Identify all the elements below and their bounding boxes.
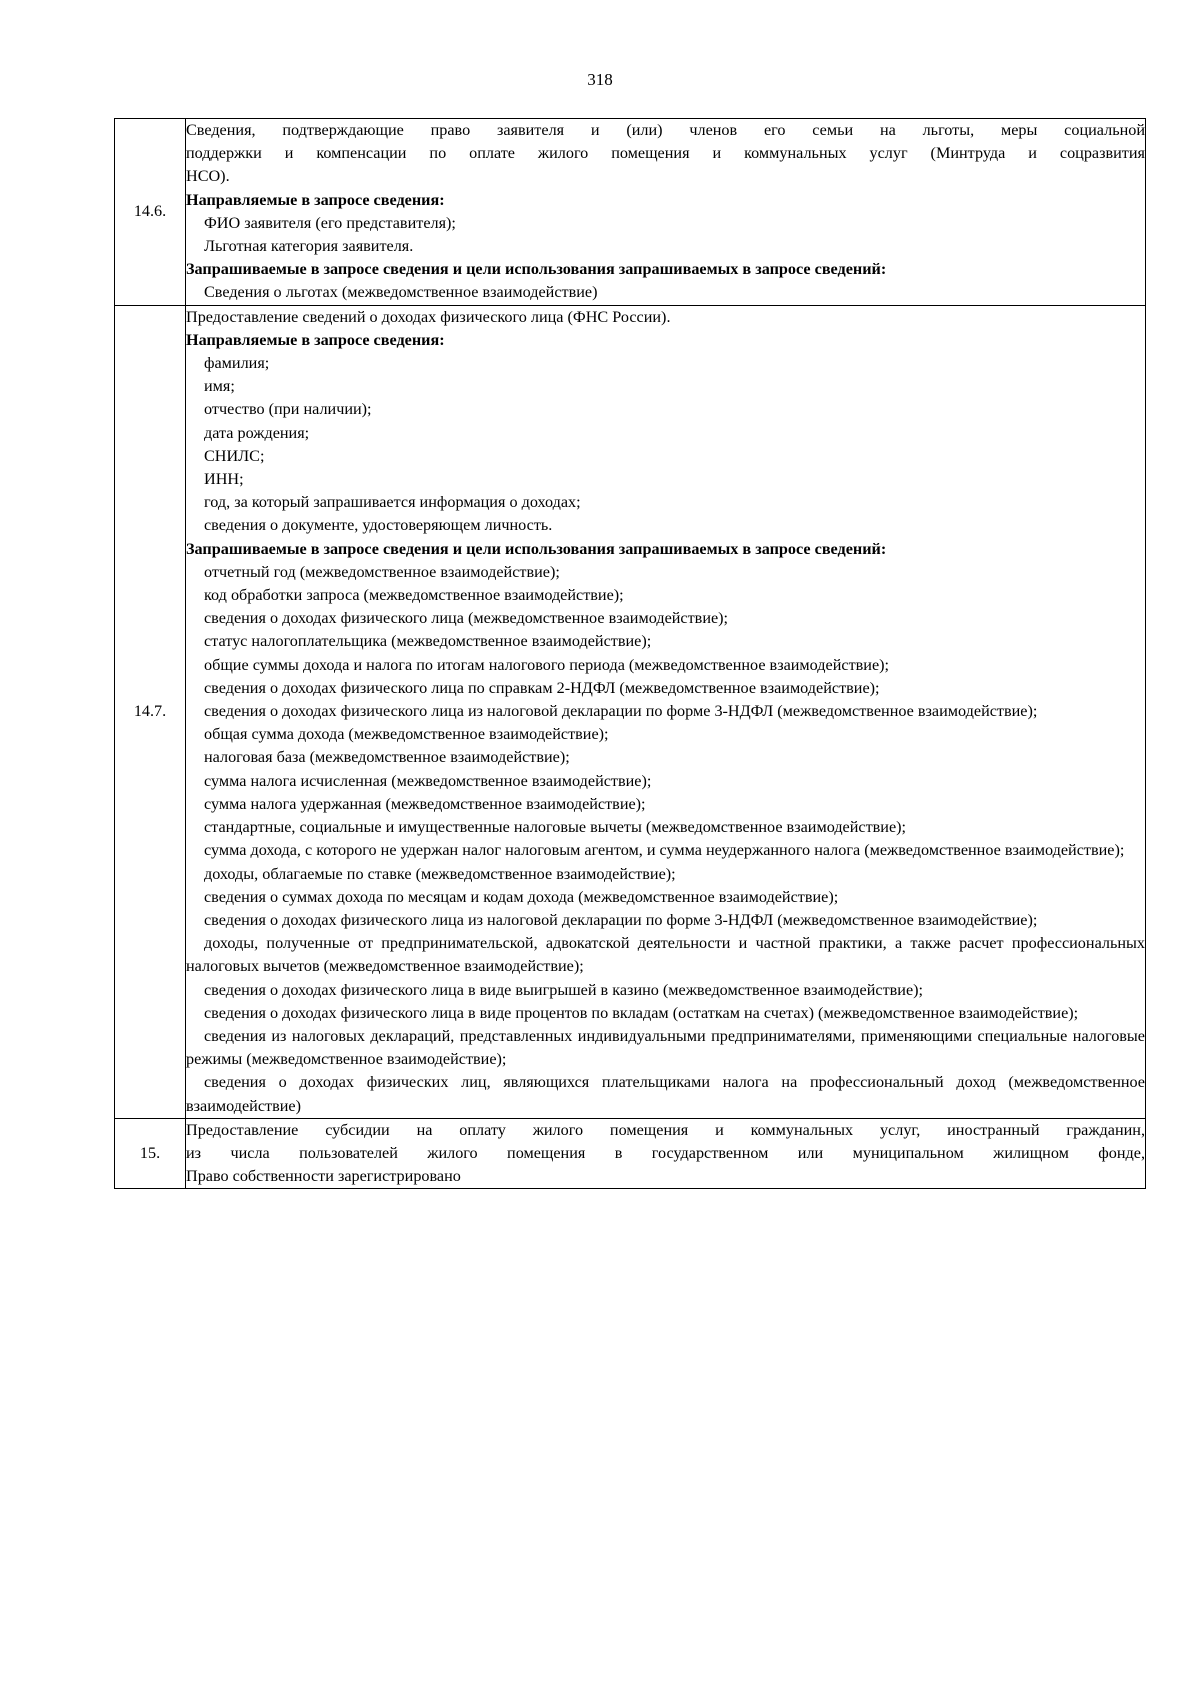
text-line: отчество (при наличии); (204, 400, 372, 419)
text-line: сумма налога исчисленная (межведомственное взаимодействие); (204, 771, 652, 790)
row-content (186, 305, 1146, 1118)
text-line: Предоставление субсидии на оплату жилого помещения и коммунальных услуг, иностранный гражданин, (186, 1120, 1145, 1139)
text-line: общая сумма дохода (межведомственное взаимодействие); (204, 725, 609, 744)
section-heading: Запрашиваемые в запросе сведения и цели использования запрашиваемых в запросе сведений: (186, 260, 887, 279)
text-line: сведения о документе, удостоверяющем личность. (204, 516, 553, 535)
section-heading: Направляемые в запросе сведения: (186, 330, 445, 349)
text-line: имя; (204, 377, 235, 396)
row-content (186, 119, 1146, 306)
text-line: стандартные, социальные и имущественные налоговые вычеты (межведомственное взаимодействие); (204, 818, 907, 837)
text-line: ИНН; (204, 470, 244, 489)
text-line: ФИО заявителя (его представителя); (204, 213, 456, 232)
text-line: Сведения о льготах (межведомственное взаимодействие) (204, 283, 598, 302)
text-line: Льготная категория заявителя. (204, 237, 414, 256)
page-number: 318 (587, 70, 613, 89)
row-number: 15. (115, 1118, 186, 1189)
table-row (115, 1118, 1146, 1189)
table-row (115, 305, 1146, 1118)
text-line: СНИЛС; (204, 446, 265, 465)
text-line: Право собственности зарегистрировано (186, 1167, 461, 1186)
row-content (186, 1118, 1146, 1189)
text-line: год, за который запрашивается информация о доходах; (204, 493, 581, 512)
text-line: общие суммы дохода и налога по итогам налогового периода (межведомственное взаимодействие); (204, 655, 890, 674)
row-number: 14.6. (115, 119, 186, 306)
text-line: налоговая база (межведомственное взаимодействие); (204, 748, 570, 767)
text-line: статус налогоплательщика (межведомственное взаимодействие); (204, 632, 652, 651)
text-line: Предоставление сведений о доходах физического лица (ФНС России). (186, 307, 671, 326)
text-line: код обработки запроса (межведомственное взаимодействие); (204, 586, 624, 605)
table-row (115, 119, 1146, 306)
text-paragraph: сведения о доходах физического лица в виде процентов по вкладам (остаткам на счетах) (межведомственное взаимодействие); (204, 1003, 1079, 1022)
text-line: сумма налога удержанная (межведомственное взаимодействие); (204, 794, 646, 813)
text-line: сведения о доходах физического лица (межведомственное взаимодействие); (204, 609, 729, 628)
text-line: дата рождения; (204, 423, 310, 442)
text-line: Сведения, подтверждающие право заявителя и (или) членов его семьи на льготы, меры социальной (186, 121, 1145, 139)
document-table (114, 118, 1146, 1189)
text-line: фамилия; (204, 354, 270, 373)
text-paragraph: сведения о доходах физического лица из налоговой декларации по форме 3-НДФЛ (межведомственное взаимодействие); (204, 702, 1038, 721)
text-line: из числа пользователей жилого помещения в государственном или муниципальном жилищном фонде, (186, 1143, 1145, 1162)
text-paragraph: сведения о доходах физического лица из налоговой декларации по форме 3-НДФЛ (межведомственное взаимодействие); (204, 910, 1038, 929)
section-heading: Направляемые в запросе сведения: (186, 190, 445, 209)
text-paragraph: сумма дохода, с которого не удержан налог налоговым агентом, и сумма неудержанного налога (межведомственное взаимодействие); (204, 841, 1125, 860)
text-line: поддержки и компенсации по оплате жилого помещения и коммунальных услуг (Минтруда и соцразвития (186, 144, 1145, 163)
text-line: сведения о доходах физического лица по справкам 2-НДФЛ (межведомственное взаимодействие); (204, 678, 880, 697)
text-line: НСО). (186, 167, 230, 186)
text-paragraph: доходы, полученные от предпринимательской, адвокатской деятельности и частной практики, а также расчет профессиональных налоговых вычетов (межведомственное взаимодействие); (186, 934, 1145, 976)
text-line: доходы, облагаемые по ставке (межведомственное взаимодействие); (204, 864, 676, 883)
text-paragraph: сведения из налоговых деклараций, представленных индивидуальными предпринимателями, применяющими специальные налоговые режимы (межведомственное взаимодействие); (186, 1026, 1145, 1069)
text-line: отчетный год (межведомственное взаимодействие); (204, 562, 560, 581)
text-paragraph: сведения о доходах физических лиц, являющихся плательщиками налога на профессиональный доход (межведомственное взаимодействие) (186, 1073, 1145, 1115)
text-line: сведения о суммах дохода по месяцам и кодам дохода (межведомственное взаимодействие); (204, 887, 839, 906)
row-number: 14.7. (115, 305, 186, 1118)
text-line: сведения о доходах физического лица в виде выигрышей в казино (межведомственное взаимодействие); (204, 980, 924, 999)
section-heading: Запрашиваемые в запросе сведения и цели использования запрашиваемых в запросе сведений: (186, 539, 887, 558)
